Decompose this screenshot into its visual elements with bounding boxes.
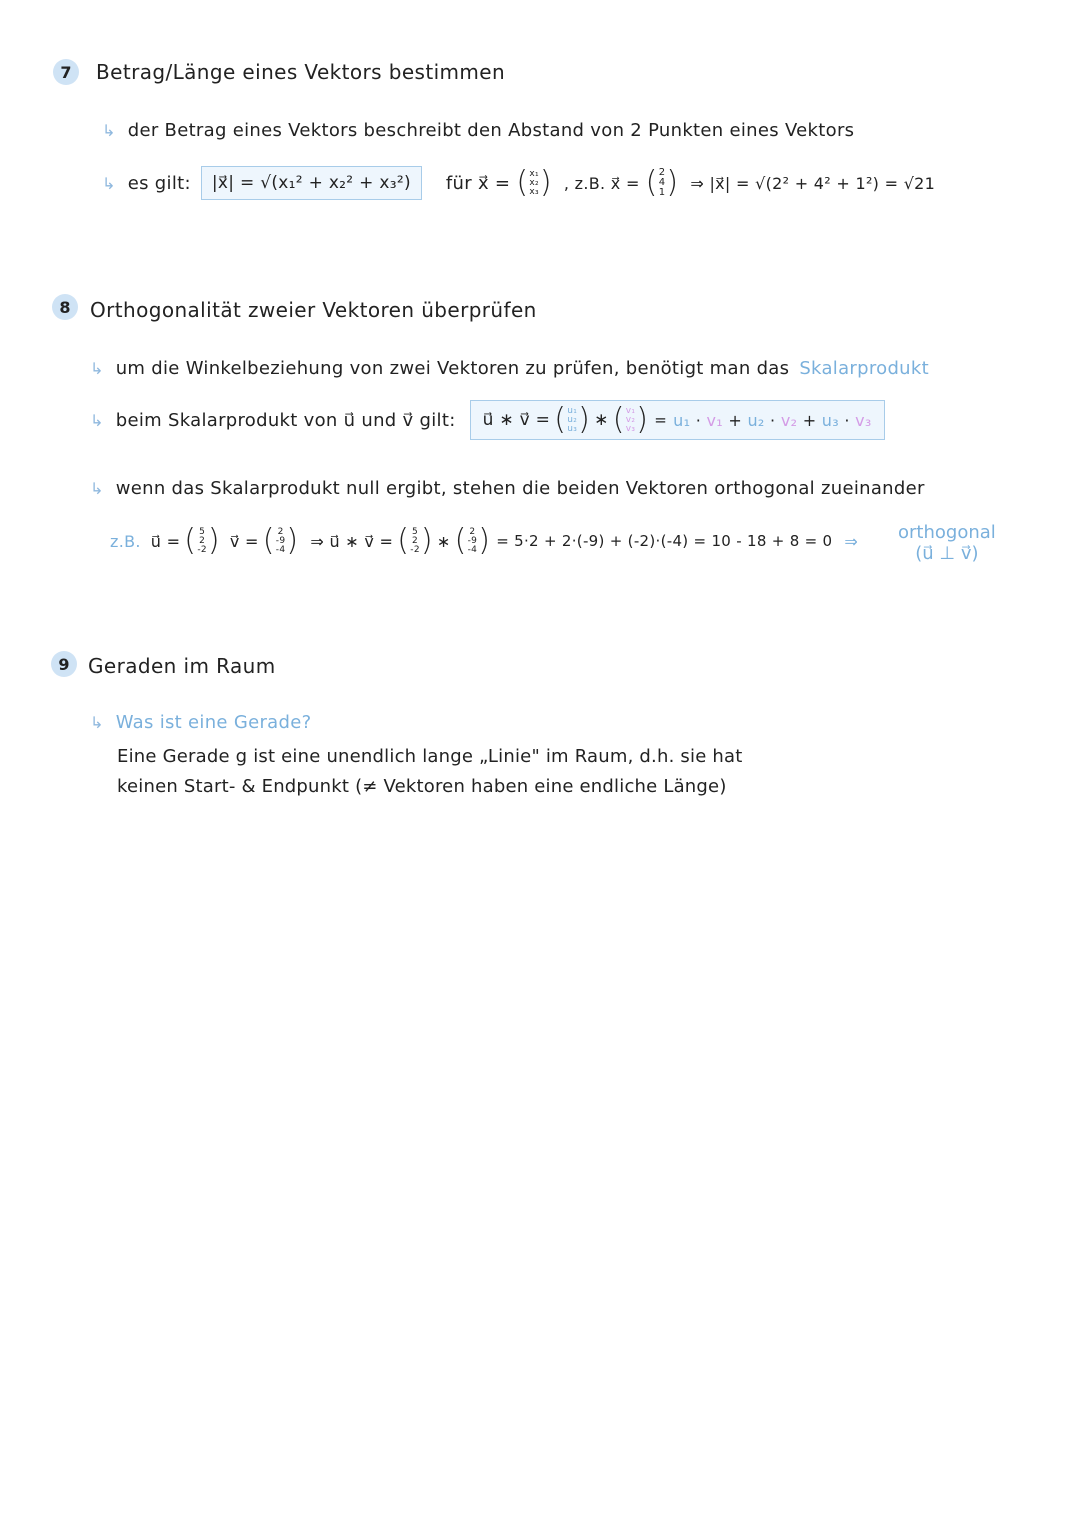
vector-u-1: u₁ (567, 405, 578, 416)
arrow-icon: ↳ (102, 173, 116, 193)
vector-v: ( v₁ v₂ v₃ ) (612, 402, 649, 437)
example-v-1: 2 (277, 526, 284, 537)
example-v-2: -9 (275, 535, 286, 546)
vector-u-2: u₂ (567, 414, 578, 425)
vector-x: ( x₁ x₂ x₃ ) (516, 165, 552, 200)
rhs-dot: · (695, 410, 702, 430)
rhs-dot: · (770, 410, 776, 430)
orthogonal-symbol: (u⃗ ⊥ v⃗) (915, 543, 979, 564)
skalarprodukt-term: Skalarprodukt (799, 358, 929, 379)
example-v-label: v⃗ = (229, 531, 259, 551)
vector-x-2: x₂ (529, 177, 539, 188)
skalarprodukt-formula-box: u⃗ ∗ v⃗ = ( u₁ u₂ u₃ ) ∗ ( v₁ v₂ v₃ ) = u₁ · v₁ + u₂ · v₂ + u₃ · v₃ (470, 400, 885, 440)
section-7-title: Betrag/Länge eines Vektors bestimmen (96, 60, 506, 84)
calc-u-1: 5 (412, 526, 419, 537)
section-7-line-1 (102, 120, 854, 141)
example-vector-v: ( 2 -9 -4 ) (262, 523, 299, 558)
formula-lhs: u⃗ ∗ v⃗ = (482, 410, 551, 430)
fuer-label: für x⃗ = (445, 172, 511, 194)
arrow-icon: ↳ (102, 121, 116, 140)
formula-rhs (673, 411, 871, 430)
vector-x-1: x₁ (529, 168, 539, 179)
vector-v-2: v₂ (625, 414, 636, 425)
rhs-plus: + (802, 410, 817, 430)
calc-v-1: 2 (469, 526, 476, 537)
text: um die Winkelbeziehung von zwei Vektoren zu prüfen, benötigt man das (115, 358, 790, 379)
section-8-line-3 (90, 478, 925, 499)
zb-label: , z.B. x⃗ = (563, 173, 640, 193)
section-7-number: 7 (53, 59, 79, 85)
betrag-formula-box (201, 166, 422, 200)
example-calc-lhs: ⇒ u⃗ ∗ v⃗ = (310, 531, 394, 551)
rhs-v2: v₂ (780, 410, 798, 430)
rhs-v1: v₁ (706, 410, 723, 430)
section-9-number: 9 (51, 651, 77, 677)
section-9-title: Geraden im Raum (88, 654, 276, 678)
example-calc-vector-u: ( 5 2 -2 ) (397, 523, 433, 558)
example-u-label: u⃗ = (150, 531, 181, 551)
answer-line-2: keinen Start- & Endpunkt (≠ Vektoren haben eine endliche Länge) (117, 776, 727, 797)
section-8-title: Orthogonalität zweier Vektoren überprüfen (90, 298, 537, 322)
section-8-line-2 (90, 400, 885, 440)
rhs-v3: v₃ (855, 410, 872, 430)
section-8-line-1 (90, 358, 929, 379)
example-u-3: -2 (197, 544, 207, 555)
answer-line-1: Eine Gerade g ist eine unendlich lange „Linie" im Raum, d.h. sie hat (117, 746, 743, 767)
rhs-plus: + (728, 410, 743, 430)
es-gilt-label: es gilt: (127, 172, 191, 194)
arrow-icon: ↳ (90, 410, 104, 430)
example-u-2: 2 (199, 535, 206, 546)
arrow-icon: ↳ (90, 359, 104, 378)
vector-v-1: v₁ (625, 405, 636, 416)
example-arrow: ⇒ (844, 531, 859, 551)
example-v-3: -4 (275, 544, 286, 555)
vector-x-3: x₃ (529, 186, 539, 197)
section-9-question (90, 712, 311, 733)
betrag-result: ⇒ |x⃗| = √(2² + 4² + 1²) = √21 (690, 173, 936, 193)
arrow-icon: ↳ (90, 713, 104, 732)
rhs-u2: u₂ (747, 410, 765, 430)
vector-example-1: 2 (658, 167, 666, 178)
question-text: Was ist eine Gerade? (115, 712, 312, 733)
example-calc: = 5·2 + 2·(-9) + (-2)·(-4) = 10 - 18 + 8 = 0 (496, 532, 833, 550)
calc-v-3: -4 (467, 544, 478, 555)
betrag-formula: |x⃗| = √(x₁² + x₂² + x₃²) (211, 173, 411, 193)
section-9-answer (117, 742, 743, 802)
rhs-dot: · (844, 410, 850, 430)
vector-example: ( 2 4 1 ) (645, 165, 679, 200)
calc-u-2: 2 (412, 535, 419, 546)
calc-u-3: -2 (410, 544, 420, 555)
rhs-u1: u₁ (673, 410, 691, 430)
example-vector-u: ( 5 2 -2 ) (184, 523, 220, 558)
vector-example-3: 1 (658, 187, 666, 198)
rhs-u3: u₃ (821, 410, 839, 430)
orthogonal-label: orthogonal (898, 522, 996, 543)
vector-u: ( u₁ u₂ u₃ ) (554, 402, 591, 437)
section-7-line-2 (102, 166, 935, 200)
vector-example-2: 4 (658, 177, 666, 188)
example-calc-vector-v: ( 2 -9 -4 ) (454, 523, 491, 558)
text: der Betrag eines Vektors beschreibt den Abstand von 2 Punkten eines Vektors (127, 120, 855, 141)
section-8-number: 8 (52, 294, 78, 320)
calc-v-2: -9 (467, 535, 478, 546)
text: wenn das Skalarprodukt null ergibt, stehen die beiden Vektoren orthogonal zueinander (115, 478, 925, 499)
section-8-example: z.B. u⃗ = ( 5 2 -2 ) v⃗ = ( 2 -9 -4 ) ⇒ u⃗ ∗ v⃗ = ( 5 2 -2 ) ∗ ( 2 -9 -4 ) = 5·2 + 2·(-9) + (-2)·(-4) = 10 - 18 + 8 = 0 ⇒ (110, 523, 859, 558)
vector-v-3: v₃ (625, 423, 636, 434)
vector-u-3: u₃ (567, 423, 578, 434)
orthogonal-result (898, 522, 996, 564)
arrow-icon: ↳ (90, 479, 104, 498)
example-u-1: 5 (199, 526, 206, 537)
text: beim Skalarprodukt von u⃗ und v⃗ gilt: (115, 409, 456, 431)
example-prefix: z.B. (110, 531, 141, 551)
